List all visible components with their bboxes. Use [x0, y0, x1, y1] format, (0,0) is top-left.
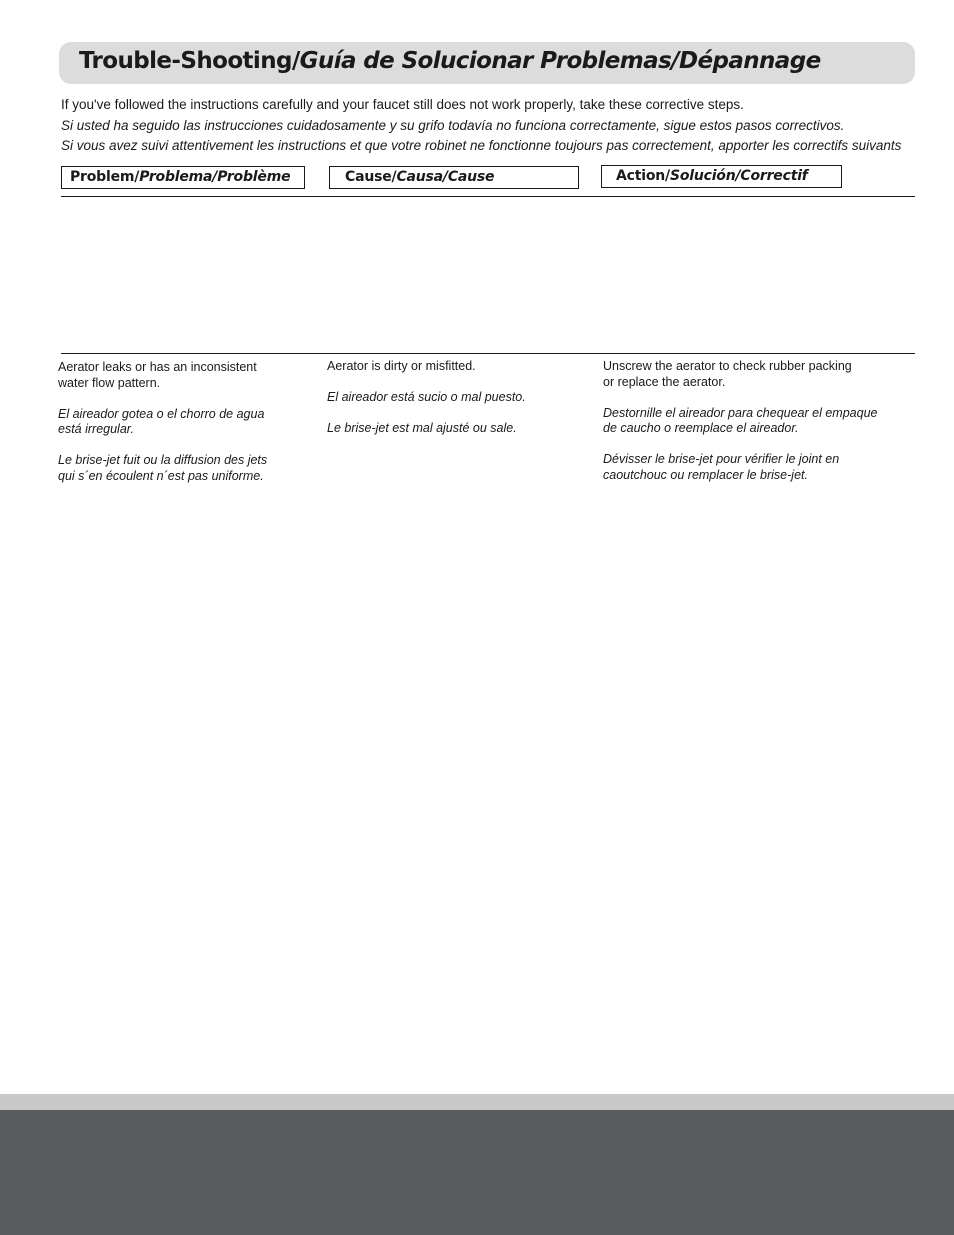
header-action-en: Action/ — [616, 168, 670, 184]
cause-fr: Le brise-jet est mal ajusté ou sale. — [327, 421, 517, 435]
header-cause — [329, 166, 579, 189]
action-en: Unscrew the aerator to check rubber packing or replace the aerator. — [603, 359, 852, 389]
action-fr: Dévisser le brise-jet pour vérifier le joint en caoutchouc ou remplacer le brise-jet. — [603, 452, 840, 482]
title-bar — [59, 42, 915, 84]
cause-en: Aerator is dirty or misfitted. — [327, 359, 476, 373]
page-title — [79, 48, 821, 74]
header-action — [601, 165, 842, 188]
intro-english: If you've followed the instructions carefully and your faucet still does not work properly, take these corrective steps. — [61, 97, 744, 112]
intro-french: Si vous avez suivi attentivement les instructions et que votre robinet ne fonctionne toujours pas correctement, apporter les correctifs suivants — [61, 138, 902, 153]
header-cause-rest: Causa/Cause — [396, 169, 495, 185]
header-cause-en: Cause/ — [345, 169, 397, 185]
header-problem-en: Problem/ — [70, 169, 140, 185]
title-english: Trouble-Shooting/ — [79, 48, 300, 74]
cause-es: El aireador está sucio o mal puesto. — [327, 390, 526, 404]
action-cell — [603, 359, 877, 499]
footer-dark-band — [0, 1110, 954, 1235]
problem-en: Aerator leaks or has an inconsistent water flow pattern. — [58, 360, 257, 390]
intro-text — [61, 95, 901, 157]
action-es: Destornille el aireador para chequear el empaque de caucho o reemplace el aireador. — [603, 405, 878, 435]
row-divider — [61, 353, 915, 354]
problem-es: El aireador gotea o el chorro de agua está irregular. — [58, 406, 265, 436]
problem-cell — [58, 360, 267, 500]
problem-fr: Le brise-jet fuit ou la diffusion des jets qui s´en écoulent n´est pas uniforme. — [58, 453, 268, 483]
header-divider — [61, 196, 915, 197]
cause-cell — [327, 359, 526, 452]
header-problem — [61, 166, 305, 189]
intro-spanish: Si usted ha seguido las instrucciones cuidadosamente y su grifo todavía no funciona correctamente, sigue estos pasos correctivos. — [61, 117, 845, 133]
header-action-rest: Solución/Correctif — [669, 168, 808, 184]
footer-light-band — [0, 1094, 954, 1110]
title-spanish-french: Guía de Solucionar Problemas/Dépannage — [299, 48, 821, 74]
header-problem-rest: Problema/Problème — [139, 169, 291, 185]
